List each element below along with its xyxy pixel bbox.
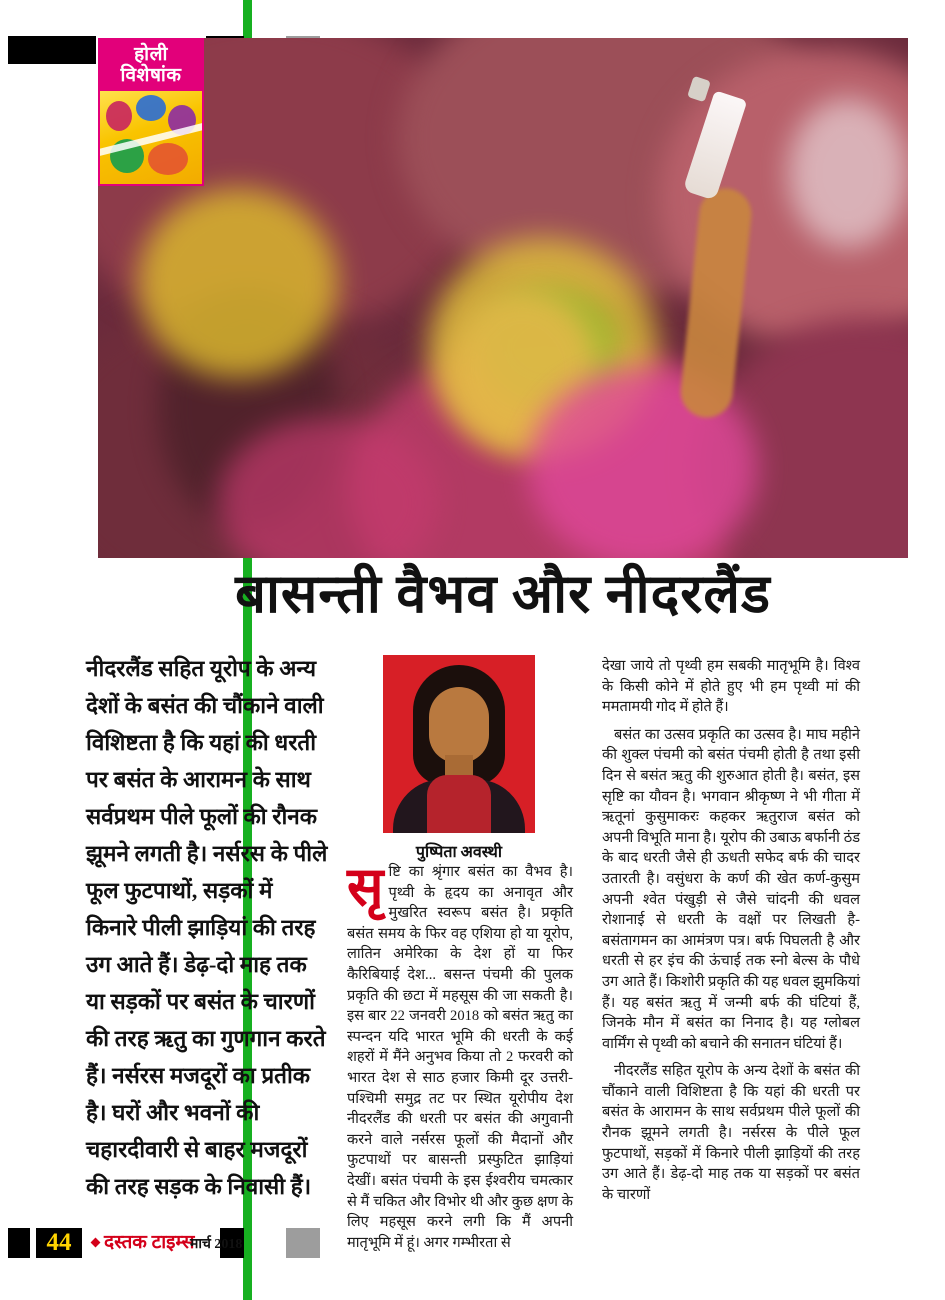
footer-brand: दस्तक टाइम्स	[104, 1232, 195, 1253]
body-column-middle	[347, 857, 573, 1253]
badge-title	[100, 40, 202, 91]
badge-artwork	[100, 91, 202, 186]
footer-issue-date: मार्च 2018	[190, 1237, 243, 1252]
intro-paragraph: नीदरलैंड सहित यूरोप के अन्य देशों के बसंत की चौंकाने वाली विशिष्टता है कि यहां की धरती पर बसंत के आरामन के साथ सर्वप्रथम पीले फूलों की रौनक झूमने लगती है। नर्सरस के पीले फूल फुटपाथों, सड़कों में किनारे पीली झाड़ियां की तरह उग आते हैं। डेढ़-दो माह तक या सड़कों पर बसंत के चारणों की तरह ऋतु का गुणगान करते हैं। नर्सरस मजदूरों का प्रतीक है। घरों और भवनों की चहारदीवारी से बाहर मजदूरों की तरह सड़क के निवासी हैं।	[86, 656, 328, 1199]
body-paragraph: देखा जाये तो पृथ्वी हम सबकी मातृभूमि है। विश्व के किसी कोने में होते हुए भी हम पृथ्वी मां की ममतामयी गोद में होते हैं।	[602, 658, 860, 716]
page-title: बासन्ती वैभव और नीदरलैंड	[235, 564, 771, 624]
drop-cap: सृ	[347, 857, 384, 917]
body-text-middle: ष्टि का श्रृंगार बसंत का वैभव है। पृथ्वी के हृदय का अनावृत और मुखरित स्वरूप बसंत है। प्रकृति बसंत समय के फिर वह एशिया हो या यूरोप, लातिन अमेरिका के देश हों या फिर कैरिबियाई देश... बसन्त पंचमी की पुलक प्रकृति की छटा में महसूस की जा सकती है। इस बार 22 जनवरी 2018 को बसंत ऋतु का स्पन्दन यदि भारत भूमि की धरती के कई शहरों में मैंने अनुभव किया तो 2 फरवरी को भारत देश से साठ हजार किमी दूर उत्तरी-पश्चिमी समुद्र तट पर स्थित यूरोपीय देश नीदरलैंड की धरती पर बसंत की अगुवानी करने वाले नर्सरस फूलों की मैदानों और फुटपाथों पर बासन्ती प्रस्फुटित झाड़ियां देखीं। बसंत पंचमी के इस ईश्वरीय चमत्कार से मैं चकित और विभोर थी और कुछ क्षण के लिए महसूस करने लगी कि मैं अपनी मातृभूमि में हूं। अगर गम्भीरता से	[347, 864, 573, 1251]
body-paragraph: नीदरलैंड सहित यूरोप के अन्य देशों के बसंत की चौंकाने वाली विशिष्टता है कि यहां की धरती पर बसंत के आरामन के साथ सर्वप्रथम पीले फूलों की रौनक झूमने लगती है। नर्सरस के पीले फूल फुटपाथों, सड़कों में किनारे पीली झाड़ियों की तरह उग आते हैं। डेढ़-दो माह तक या सड़कों पर बसंत के चारणों	[602, 1063, 860, 1203]
badge-title-line2: विशेषांक	[120, 65, 182, 86]
bottom-grey-block	[286, 1228, 320, 1258]
author-name: पुष्पिता अवस्थी	[415, 844, 503, 861]
body-paragraph: बसंत का उत्सव प्रकृति का उत्सव है। माघ महीने की शुक्ल पंचमी को बसंत पंचमी होती है तथा इसी दिन से बसंत ऋतु की शुरुआत होती है। बसंत, इस सृष्टि का यौवन है। भगवान श्रीकृष्ण ने भी गीता में ऋतूनां कुसुमाकरः कहकर ऋतुराज बसंत को अपनी विभूति माना है। यूरोप की उबाऊ बर्फानी ठंड के बाद धरती जैसे ही ऊधती सफेद बर्फ की चादर उतारती है। वसुंधरा के कर्ण की खेत कर्ण-कुसुम अपनी श्वेत पंखुड़ी से जैसे चांदनी की धवल रोशानाई से धरती के वक्षों पर लिखती है-बसंतागमन का आमंत्रण पत्र। बर्फ पिघलती है और धरती से हर इंच की ऊंचाई तक स्नो बेल्स के पौधे उग आते हैं। किशोरी प्रकृति की यह धवल झुमकियां हैं। यह बसंत ऋतु में जन्मी बर्फ की घंटियां हैं, जिनके मौन में बसंत का निनाद है। यह ग्लोबल वार्मिंग से पृथ्वी को बचाने की सनातन घंटियां हैं।	[602, 726, 860, 1052]
body-column-right	[602, 656, 860, 1212]
holi-special-badge	[98, 38, 204, 186]
badge-title-line1: होली	[134, 44, 168, 65]
author-portrait	[383, 655, 535, 833]
page-number: 44	[36, 1228, 82, 1258]
hero-photo	[98, 38, 908, 558]
